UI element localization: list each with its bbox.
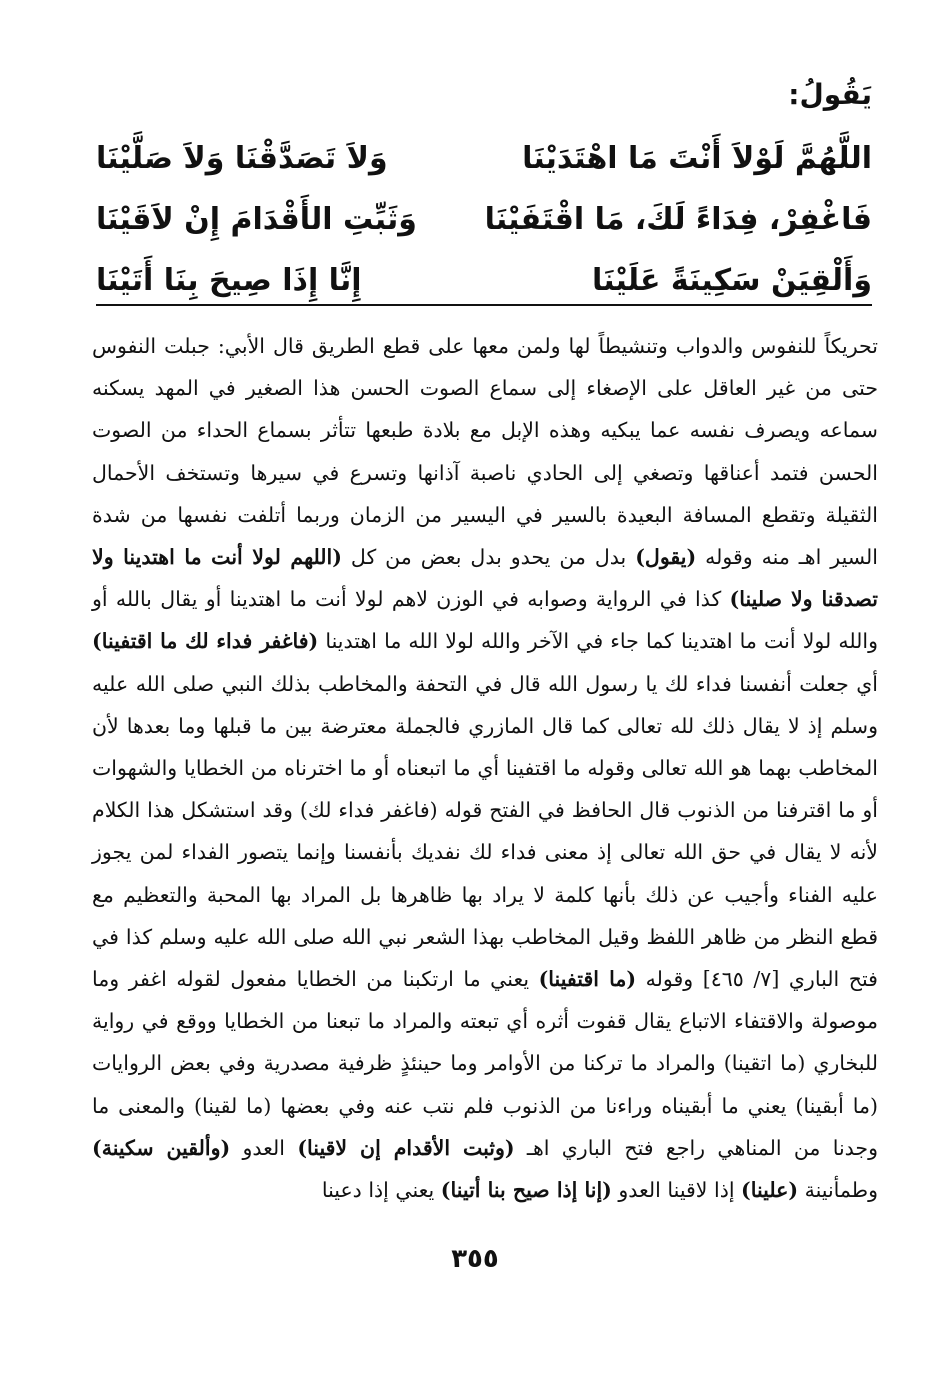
commentary-segment: العدو: [230, 1135, 298, 1160]
commentary-segment: يعني ما ارتكبنا من الخطايا مفعول لقوله اغفر وما موصولة والاقتفاء الاتباع يقال قفوت أثره أي تبعته والمراد ما تبعنا من الخطايا ووقع في رواية للبخاري (ما اتقينا) والمراد ما تركنا من الأوامر وما حينئذٍ ظرفية مصدرية وفي بعض الروايات (ما أبقينا) يعني ما أبقيناه وراءنا من الذنوب فلم نتب عنه وفي بعضها (ما لقينا) والمعنى ما وجدنا من المناهي راجع فتح الباري اهـ: [92, 967, 878, 1160]
section-divider: [96, 304, 872, 306]
commentary-segment: وطمأنينة: [798, 1178, 878, 1203]
page-number: ٣٥٥: [451, 1244, 499, 1274]
quoted-phrase: (علينا): [741, 1178, 799, 1203]
commentary-segment: بدل من يحدو بدل بعض من كل: [341, 545, 636, 570]
poem-block: [96, 128, 872, 311]
quoted-phrase: (وثبت الأقدام إن لاقينا): [297, 1135, 515, 1160]
verse-first-hemistich: فَاغْفِرْ، فِدَاءً لَكَ، مَا اقْتَفَيْنَا: [484, 202, 872, 237]
commentary-segment: إذا لاقينا العدو: [611, 1178, 742, 1203]
quoted-phrase: (وألقين سكينة): [92, 1135, 231, 1160]
commentary-segment: تحريكاً للنفوس والدواب وتنشيطاً لها ولمن معها على قطع الطريق قال الأبي: جبلت النفوس حتى من غير العاقل على الإصغاء إلى سماع الصوت الحسن هذا الصغير في المهد يسكنه سماعه ويصرف نفسه عما يبكيه وهذه الإبل مع بلادة طبعها تتأثر بسماع الحداء من الصوت الحسن فتمد أعناقها وتصغي إلى الحادي ناصبة آذانها وتسرع في سيرها وتستخف الأحمال الثقيلة وتقطع المسافة البعيدة بالسير في اليسير من الزمان وربما أتلفت نفسها من شدة السير اهـ منه وقوله: [92, 334, 878, 570]
verse-first-hemistich: وَأَلْقِيَنْ سَكِينَةً عَلَيْنَا: [591, 263, 872, 298]
quoted-phrase: (فاغفر فداء لك ما اقتفينا): [92, 629, 319, 654]
commentary-segment: كذا في الرواية وصوابه في الوزن لاهم لولا أنت ما اهتدينا أو يقال بالله أو والله لولا أنت ما اهتدينا كما جاء في الآخر والله لولا الله ما اهتدينا: [92, 587, 878, 654]
quoted-phrase: (ما اقتفينا): [538, 967, 637, 992]
poem-verse: [96, 128, 872, 189]
commentary-text: [92, 325, 878, 1211]
quoted-phrase: (يقول): [635, 545, 697, 570]
intro-text: يَقُولُ:: [788, 78, 872, 111]
quoted-phrase: (اللهم لولا أنت ما اهتدينا ولا تصدقنا ولا صلينا): [92, 545, 878, 612]
verse-first-hemistich: اللَّهُمَّ لَوْلاَ أَنْتَ مَا اهْتَدَيْنَا: [522, 141, 872, 176]
quoted-phrase: (إنا إذا صيح بنا أتينا): [440, 1178, 612, 1203]
poem-verse: [96, 250, 872, 311]
commentary-segment: أي جعلت أنفسنا فداء لك يا رسول الله قال في التحفة والمخاطب بذلك النبي صلى الله عليه وسلم إذ لا يقال ذلك لله تعالى كما قال المازري فالجملة معترضة بين ما قبلها وما بعدها لأن المخاطب بهما هو الله تعالى وقوله ما اقتفينا أي ما اتبعناه أو ما اخترناه من الخطايا والشهوات أو ما اقترفنا من الذنوب قال الحافظ في الفتح قوله (فاغفر فداء لك) وقد استشكل هذا الكلام لأنه لا يقال في حق الله تعالى إذ معنى فداء لك نفديك بأنفسنا وإنما يتصور الفداء لمن يجوز عليه الفناء وأجيب عن ذلك بأنها كلمة لا يراد بها ظاهرها بل المراد بها المحبة والتعظيم مع قطع النظر من ظاهر اللفظ وقيل المخاطب بهذا الشعر نبي الله صلى الله عليه وسلم كذا في فتح الباري [٧/ ٤٦٥] وقوله: [92, 671, 878, 992]
poem-verse: [96, 189, 872, 250]
verse-second-hemistich: إِنَّا إِذَا صِيحَ بِنَا أَتَيْنَا: [96, 263, 362, 298]
verse-second-hemistich: وَثَبِّتِ الأَقْدَامَ إِنْ لاَقَيْنَا: [96, 202, 417, 237]
verse-second-hemistich: وَلاَ تَصَدَّقْنَا وَلاَ صَلَّيْنَا: [96, 141, 388, 176]
commentary-segment: يعني إذا دعينا: [321, 1178, 441, 1203]
